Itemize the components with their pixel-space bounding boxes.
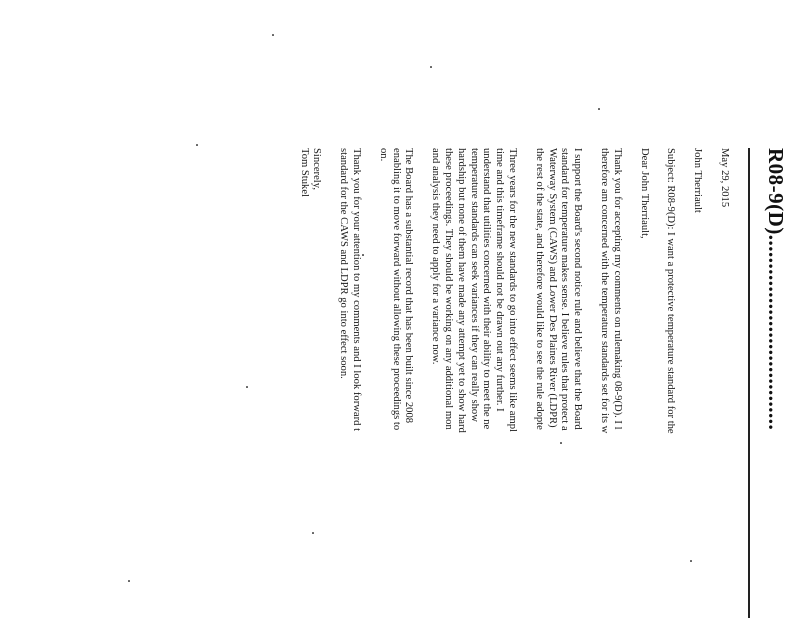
speck (246, 386, 248, 388)
header-rule (748, 148, 750, 618)
rotated-letter (220, 148, 800, 618)
paragraph-line: The Board has a substantial record that has been built since 2008 (403, 148, 415, 424)
paragraph-4 (376, 148, 414, 618)
date: May 29, 2015 (719, 148, 730, 208)
paragraph-line: time and this timeframe should not be drawn out any further. I (494, 148, 506, 412)
paragraph-line: understand that utilities concerned with their ability to meet the ne (481, 148, 493, 430)
paragraph-line: on. (377, 148, 389, 162)
salutation-line (637, 148, 650, 618)
paragraph-5 (336, 148, 362, 618)
paragraph-3 (428, 148, 518, 618)
paragraph-line: the rest of the state, and therefore would like to see the rule adopte (533, 148, 545, 430)
date-line (717, 148, 730, 618)
speck (560, 442, 562, 444)
paragraph-line: Thank you for accepting my comments on rulemaking 08-9(D). I l (611, 148, 623, 430)
speck (272, 34, 274, 36)
paragraph-line: Waterway System (CAWS) and Lower Des Plaines River (LDPR) (546, 148, 558, 428)
paragraph-1 (597, 148, 623, 618)
letter-body (297, 148, 730, 618)
paragraph-line: hardship but none of them have made any attempt yet to show hard (455, 148, 467, 433)
subject: Subject: R08-9(D): I want a protective temperature standard for the (665, 148, 677, 434)
speck (312, 532, 314, 534)
paragraph-line: Thank you for your attention to my comments and I look forward t (351, 148, 363, 432)
paragraph-line: these proceedings. They should be working on any additional mon (443, 148, 455, 430)
paragraph-line: standard for temperature makes sense. I believe rules that protect a (559, 148, 571, 431)
speck (362, 254, 364, 256)
closing-block (297, 148, 323, 618)
signature: Tom Stukel (298, 148, 310, 197)
speck (430, 66, 432, 68)
salutation: Dear John Therriault, (638, 148, 650, 239)
paragraph-line: Three years for the new standards to go into effect seems like ampl (507, 148, 519, 432)
speck (598, 108, 600, 110)
speck (128, 580, 130, 582)
paragraph-line: standard for the CAWS and LDPR go into effect soon. (338, 148, 350, 379)
paragraph-2 (532, 148, 583, 618)
paragraph-line: I support the Board's second notice rule and believe that the Board (572, 148, 584, 430)
paragraph-line: temperature standards can seek variances if they can really show (468, 148, 480, 422)
speck (196, 144, 198, 146)
closing: Sincerely, (311, 148, 323, 190)
paragraph-line: therefore am concerned with the temperature standards set for its w (599, 148, 611, 434)
paragraph-line: enabling it to move forward without allowing these proceedings to (390, 148, 402, 431)
recipient-line (690, 148, 703, 618)
subject-line (664, 148, 677, 618)
paragraph-line: and analysis they need to apply for a variance now. (430, 148, 442, 365)
docket-header: R08-9(D).................................. (764, 148, 788, 431)
speck (690, 560, 692, 562)
recipient: John Therriault (692, 148, 704, 213)
